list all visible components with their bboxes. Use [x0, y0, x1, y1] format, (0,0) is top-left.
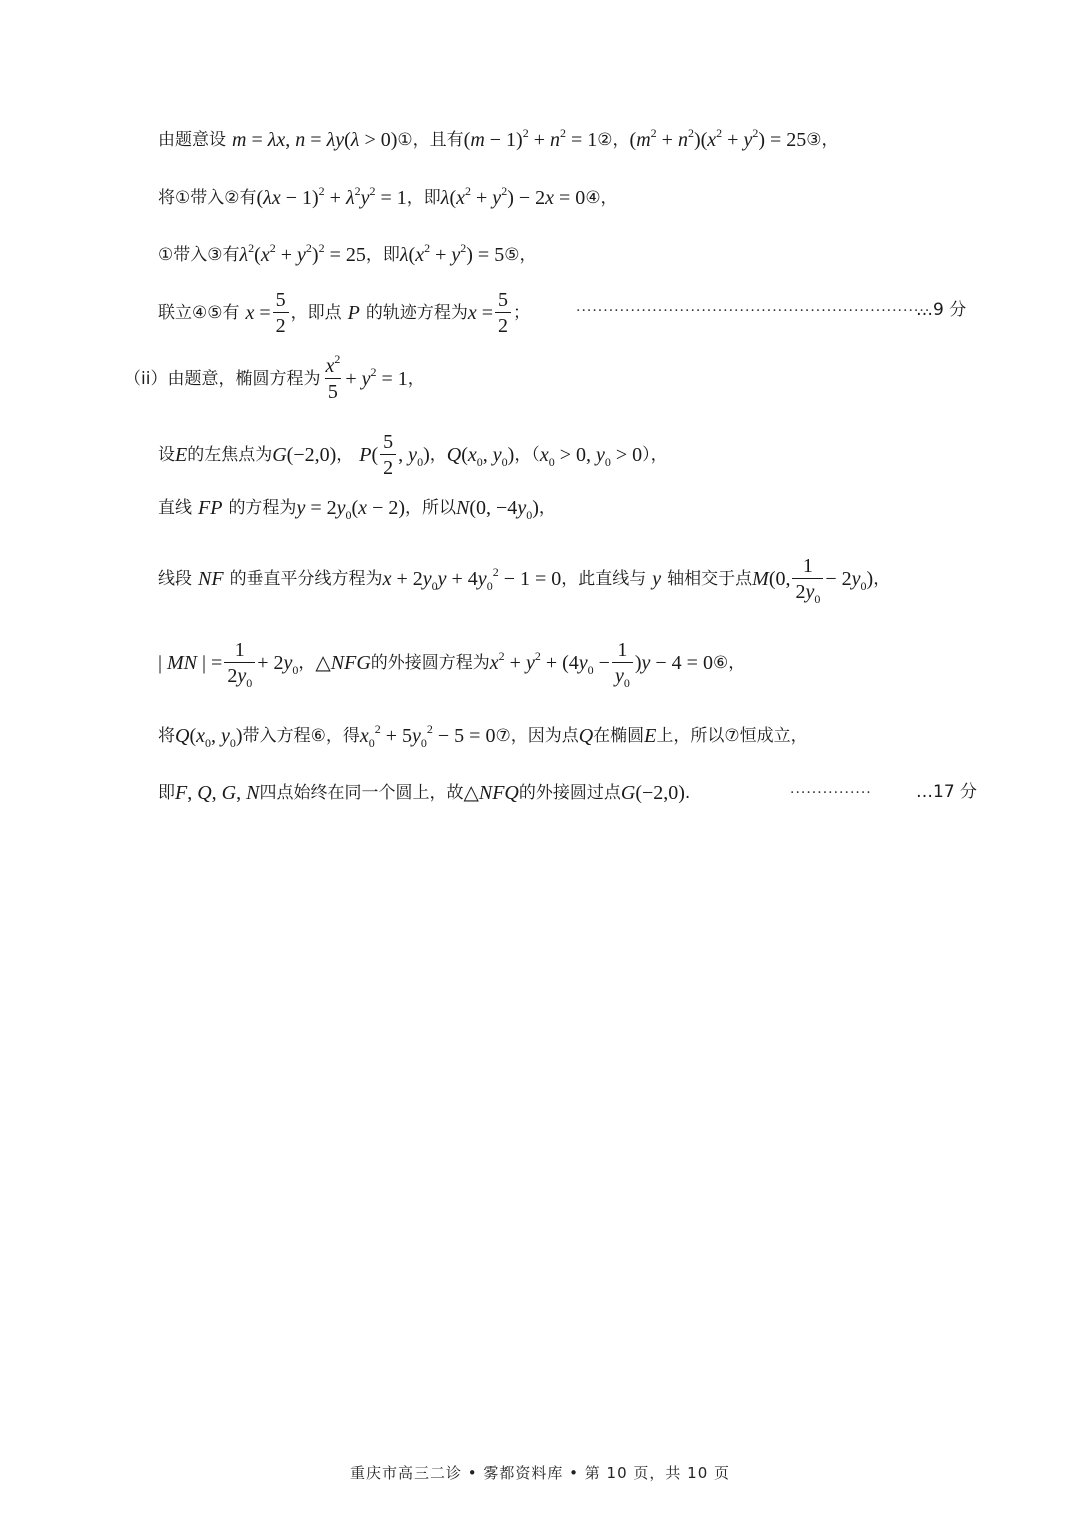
solution-line-2: 将①带入②有 $(\lambda x - 1)^2 + \lambda^2y^2 = 1$ ，即 $\lambda(x^2 + y^2) - 2x = 0$ ④， [158, 184, 618, 209]
solution-line-8: 线段 NF 的垂直平分线方程为 $x + 2y_0y + 4y_0^2 - 1 = 0$ ，此直线与 y 轴相交于点 M(0, $\frac{1}{2y_0}$ − $2y_0$) ， [158, 555, 891, 606]
score-mark: …17 分 [916, 782, 978, 802]
solution-line-3: ①带入③有 $\lambda^2(x^2 + y^2)^2 = 25$ ，即 $\lambda(x^2 + y^2) = 5$ ⑤， [158, 241, 537, 266]
dot-leader: ································································· [576, 303, 931, 319]
fraction: $\frac{5}{2}$ [273, 290, 289, 336]
solution-line-6: 设 E 的左焦点为 G(−2,0) ， P( $\frac{5}{2}$ , $y_0$) ， $Q(x_0$, $y_0$) ，（ $x_0 > 0$, $y_0 > 0$ ）， [158, 431, 668, 479]
fraction: $\frac{1}{2y_0}$ [792, 556, 823, 602]
fraction: $\frac{5}{2}$ [380, 432, 396, 478]
solution-line-7: 直线 FP 的方程为 $y = 2y_0(x - 2)$ ，所以 N(0, $-4y_0$) ， [158, 497, 556, 522]
solution-line-9: | MN | = $\frac{1}{2y_0}$ + $2y_0$ ， △NFG 的外接圆方程为 $x^2 + y^2 + (4y_0$ − $\frac{1}{y_0}$ )y − 4 = 0 ⑥， [158, 639, 746, 690]
solution-line-1: 由题意设 m = λx, n = λy(λ > 0) ①，且有 $(m - 1)^2 + n^2 = 1$ ②， $(m^2 + n^2)(x^2 + y^2) = 25$ ③， [158, 126, 839, 151]
fraction: $\frac{5}{2}$ [495, 290, 511, 336]
fraction: $\frac{1}{y_0}$ [612, 640, 633, 686]
solution-line-5: （ii） 由题意，椭圆方程为 $\frac{x^2}{5}$ + $y^2 = 1$ ， [124, 352, 425, 403]
fraction: $\frac{x^2}{5}$ [325, 352, 341, 403]
fraction: $\frac{1}{2y_0}$ [224, 640, 255, 686]
solution-line-11: 即 F, Q, G, N 四点始终在同一个圆上，故 △NFQ 的外接圆过点 G(−2,0) . [158, 782, 691, 804]
page-footer: 重庆市高三二诊 • 雾都资料库 • 第 10 页，共 10 页 [349, 1464, 730, 1482]
solution-line-4: 联立④⑤有 x = $\frac{5}{2}$ ，即点 P 的轨迹方程为 x = $\frac{5}{2}$ ； [158, 289, 531, 337]
dot-leader: ··············· [790, 785, 872, 801]
score-mark: …9 分 [916, 300, 967, 320]
solution-line-10: 将 $Q(x_0$, $y_0$) 带入方程⑥，得 $x_0^2 + 5y_0^2 - 5 = 0$ ⑦，因为点 Q 在椭圆 E 上，所以⑦恒成立， [158, 722, 808, 750]
